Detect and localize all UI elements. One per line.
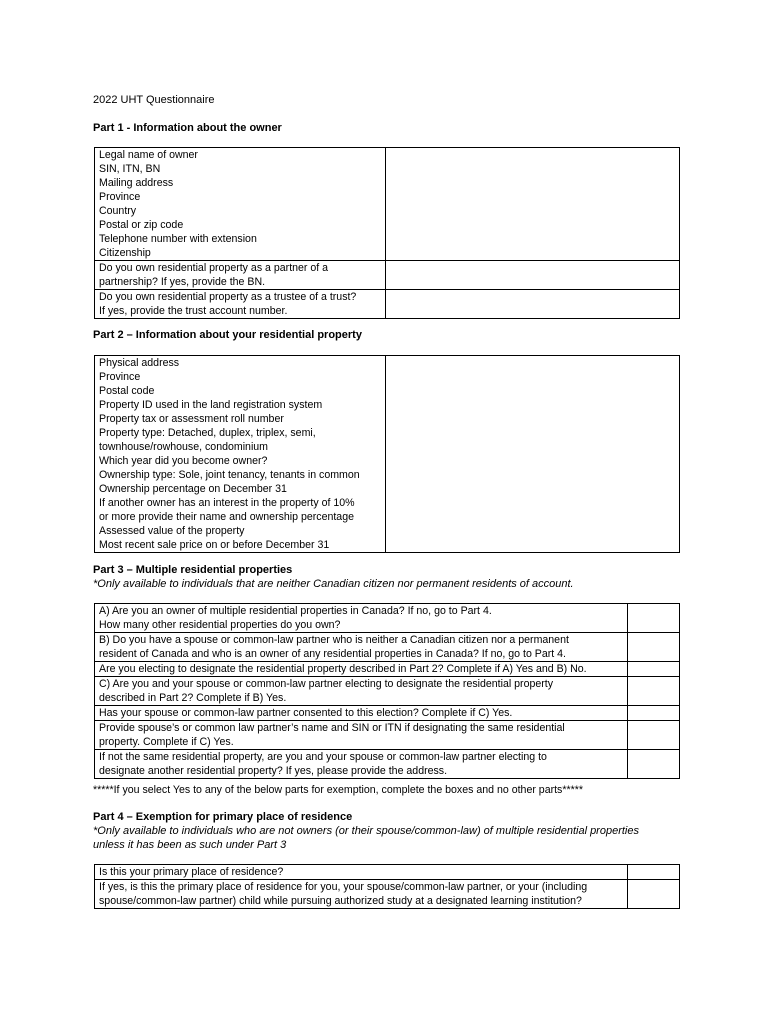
part3-row-other bbox=[95, 750, 680, 779]
label-telephone: Telephone number with extension bbox=[99, 233, 257, 245]
question-line: Do you own residential property as a partner of a bbox=[99, 262, 329, 274]
question-line: spouse/common-law partner) child while pursuing authorized study at a designated learning institution? bbox=[99, 895, 582, 907]
label-country: Country bbox=[99, 205, 137, 217]
question-line: designate another residential property? If yes, please provide the address. bbox=[99, 765, 448, 777]
label-ownership-percentage: Ownership percentage on December 31 bbox=[99, 483, 287, 495]
part4-title: Part 4 – Exemption for primary place of residence bbox=[93, 811, 353, 823]
part1-row-owner-info bbox=[95, 148, 680, 261]
part4-table bbox=[94, 864, 680, 909]
part1-trustee-answer-field[interactable] bbox=[386, 290, 680, 319]
label-property-type: Property type: Detached, duplex, triplex, semi, bbox=[99, 427, 316, 439]
part3-answer-a[interactable] bbox=[628, 604, 680, 633]
part3-question-a bbox=[95, 604, 628, 633]
label-postal-code: Postal or zip code bbox=[99, 219, 184, 231]
part2-row-property-info bbox=[95, 356, 680, 553]
part3-table bbox=[94, 603, 680, 779]
question-line: resident of Canada and who is an owner of any residential properties in Canada? If no, go to Part 4. bbox=[99, 648, 567, 660]
part1-title: Part 1 - Information about the owner bbox=[93, 122, 282, 134]
part3-answer-elect[interactable] bbox=[628, 662, 680, 677]
question-line: If not the same residential property, are you and your spouse or common-law partner electing to bbox=[99, 751, 547, 763]
question-line: C) Are you and your spouse or common-law partner electing to designate the residential property bbox=[99, 678, 554, 690]
part3-row-c bbox=[95, 677, 680, 706]
label-other-owner: If another owner has an interest in the property of 10% bbox=[99, 497, 355, 509]
question-line: How many other residential properties do you own? bbox=[99, 619, 341, 631]
label-sin: SIN, ITN, BN bbox=[99, 163, 161, 175]
part4-note-line1: *Only available to individuals who are not owners (or their spouse/common-law) of multiple residential properties bbox=[93, 825, 639, 837]
question-line: Are you electing to designate the residential property described in Part 2? Complete if A) Yes and B) No. bbox=[99, 663, 587, 675]
part2-table bbox=[94, 355, 680, 553]
question-line: described in Part 2? Complete if B) Yes. bbox=[99, 692, 287, 704]
part3-answer-consent[interactable] bbox=[628, 706, 680, 721]
part3-answer-other[interactable] bbox=[628, 750, 680, 779]
part4-row-primary bbox=[95, 865, 680, 880]
label-ownership-type: Ownership type: Sole, joint tenancy, tenants in common bbox=[99, 469, 360, 481]
question-line: Provide spouse’s or common law partner’s name and SIN or ITN if designating the same residential bbox=[99, 722, 565, 734]
part3-title: Part 3 – Multiple residential properties bbox=[93, 564, 293, 576]
part2-property-answer-field[interactable] bbox=[386, 356, 680, 553]
part3-row-elect bbox=[95, 662, 680, 677]
part4-answer-primary[interactable] bbox=[628, 865, 680, 880]
part3-question-other bbox=[95, 750, 628, 779]
label-assessed-value: Assessed value of the property bbox=[99, 525, 245, 537]
part1-row-trustee bbox=[95, 290, 680, 319]
label-sale-price: Most recent sale price on or before December 31 bbox=[99, 539, 330, 551]
part3-question-consent bbox=[95, 706, 628, 721]
question-line: property. Complete if C) Yes. bbox=[99, 736, 234, 748]
part3-question-c bbox=[95, 677, 628, 706]
label-property-type-cont: townhouse/rowhouse, condominium bbox=[99, 441, 269, 453]
part4-question-primary bbox=[95, 865, 628, 880]
part4-row-study bbox=[95, 880, 680, 909]
part1-owner-labels bbox=[95, 148, 386, 261]
label-citizenship: Citizenship bbox=[99, 247, 151, 259]
part2-title: Part 2 – Information about your residential property bbox=[93, 329, 362, 341]
part4-note-line2: unless it has been as such under Part 3 bbox=[93, 839, 287, 851]
label-property-id: Property ID used in the land registration system bbox=[99, 399, 323, 411]
part3-question-elect bbox=[95, 662, 628, 677]
part3-row-b bbox=[95, 633, 680, 662]
label-postal-code: Postal code bbox=[99, 385, 155, 397]
part3-row-a bbox=[95, 604, 680, 633]
part3-answer-provide[interactable] bbox=[628, 721, 680, 750]
question-line: A) Are you an owner of multiple residential properties in Canada? If no, go to Part 4. bbox=[99, 605, 492, 617]
question-line: Has your spouse or common-law partner consented to this election? Complete if C) Yes. bbox=[99, 707, 513, 719]
label-province: Province bbox=[99, 371, 141, 383]
question-line: If yes, is this the primary place of residence for you, your spouse/common-law partner, or your (including bbox=[99, 881, 588, 893]
part3-question-b bbox=[95, 633, 628, 662]
document-title: 2022 UHT Questionnaire bbox=[93, 94, 215, 106]
part1-owner-answer-field[interactable] bbox=[386, 148, 680, 261]
part3-row-provide bbox=[95, 721, 680, 750]
question-line: If yes, provide the trust account number. bbox=[99, 305, 288, 317]
exemption-note: *****If you select Yes to any of the below parts for exemption, complete the boxes and no other parts***** bbox=[93, 784, 583, 796]
question-line: Is this your primary place of residence? bbox=[99, 866, 284, 878]
part1-row-partner bbox=[95, 261, 680, 290]
label-mailing-address: Mailing address bbox=[99, 177, 174, 189]
question-line: B) Do you have a spouse or common-law partner who is neither a Canadian citizen nor a permanent bbox=[99, 634, 569, 646]
part4-answer-study[interactable] bbox=[628, 880, 680, 909]
part1-partner-question bbox=[95, 261, 386, 290]
part3-row-consent bbox=[95, 706, 680, 721]
part1-partner-answer-field[interactable] bbox=[386, 261, 680, 290]
part1-trustee-question bbox=[95, 290, 386, 319]
label-other-owner-cont: or more provide their name and ownership percentage bbox=[99, 511, 354, 523]
part2-property-labels bbox=[95, 356, 386, 553]
part3-answer-b[interactable] bbox=[628, 633, 680, 662]
part4-question-study bbox=[95, 880, 628, 909]
part3-answer-c[interactable] bbox=[628, 677, 680, 706]
part1-table bbox=[94, 147, 680, 319]
label-year-owner: Which year did you become owner? bbox=[99, 455, 268, 467]
label-legal-name: Legal name of owner bbox=[99, 149, 198, 161]
label-physical-address: Physical address bbox=[99, 357, 180, 369]
part3-note: *Only available to individuals that are neither Canadian citizen nor permanent residents of account. bbox=[93, 578, 574, 590]
label-province: Province bbox=[99, 191, 141, 203]
question-line: partnership? If yes, provide the BN. bbox=[99, 276, 266, 288]
part3-question-provide bbox=[95, 721, 628, 750]
label-tax-roll-number: Property tax or assessment roll number bbox=[99, 413, 284, 425]
question-line: Do you own residential property as a trustee of a trust? bbox=[99, 291, 357, 303]
